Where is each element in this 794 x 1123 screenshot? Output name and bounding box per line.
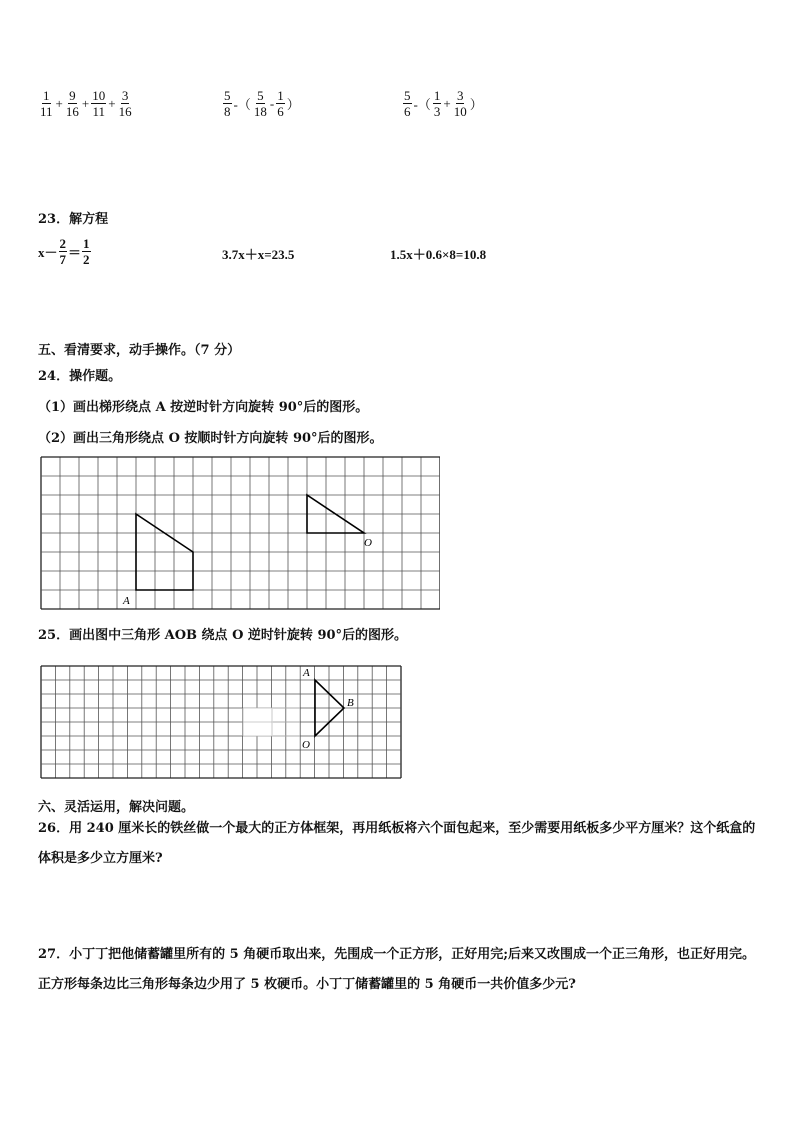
fraction: $\frac{5}{6}$ <box>404 88 411 119</box>
fraction: $\frac{10}{11}$ <box>92 88 106 119</box>
question-24-item-1: （1）画出梯形绕点 A 按逆时针方向旋转 90°后的图形。 <box>38 400 369 415</box>
fraction: $\frac{3}{16}$ <box>118 88 132 119</box>
calc-expression-3: $\frac{5}{6}$ -（ $\frac{1}{3}$ + $\frac{3}{10}$ ） <box>404 88 483 119</box>
fraction: $\frac{5}{18}$ <box>253 88 267 119</box>
equation-2: 3.7x＋x=23.5 <box>222 247 295 262</box>
point-o-label: O <box>364 537 372 549</box>
point-o-label: O <box>302 739 310 751</box>
equation-1: x－ $\frac{2}{7}$ ＝ $\frac{1}{2}$ <box>38 236 90 267</box>
hidden-cells-overlay <box>243 708 300 736</box>
fraction: $\frac{1}{2}$ <box>83 236 90 267</box>
section-5-heading: 五、看清要求，动手操作。（7 分） <box>38 343 241 358</box>
question-24-title: 24．操作题。 <box>38 369 122 384</box>
fraction: $\frac{1}{3}$ <box>433 88 441 119</box>
point-b-label: B <box>347 697 354 709</box>
question-25-title: 25．画出图中三角形 AOB 绕点 O 逆时针旋转 90°后的图形。 <box>38 628 408 643</box>
grid-diagram-25 <box>40 660 404 782</box>
question-24-item-2: （2）画出三角形绕点 O 按顺时针方向旋转 90°后的图形。 <box>38 431 383 446</box>
section-6-heading: 六、灵活运用，解决问题。 <box>38 800 195 815</box>
question-27: 27．小丁丁把他储蓄罐里所有的 5 角硬币取出来，先围成一个正方形，正好用完;后来又改围成一个正三角形，也正好用完。正方形每条边比三角形每条边少用了 5 枚硬币。小丁丁储蓄罐里的 5 角硬币一共价值多少元? <box>38 947 755 992</box>
equation-3: 1.5x＋0.6×8=10.8 <box>390 247 487 262</box>
fraction: $\frac{5}{8}$ <box>224 88 231 119</box>
point-a-label: A <box>123 595 130 607</box>
grid-diagram-24 <box>40 456 440 610</box>
calc-expression-2: $\frac{5}{8}$ -（ $\frac{5}{18}$ - $\frac{1}{6}$ ） <box>224 88 300 119</box>
fraction: $\frac{3}{10}$ <box>453 88 467 119</box>
question-23-title: 23．解方程 <box>38 212 109 227</box>
grid-lines <box>41 666 401 778</box>
question-26: 26．用 240 厘米长的铁丝做一个最大的正方体框架，再用纸板将六个面包起来，至少需要用纸板多少平方厘米？这个纸盒的体积是多少立方厘米? <box>38 821 756 866</box>
calc-expression-1: $\frac{1}{11}$ + $\frac{9}{16}$ + $\frac{10}{11}$ + $\frac{3}{16}$ <box>40 88 132 119</box>
point-a-label: A <box>303 667 310 679</box>
grid-lines <box>41 457 440 609</box>
fraction: $\frac{1}{6}$ <box>277 88 284 119</box>
fraction: $\frac{1}{11}$ <box>40 88 53 119</box>
fraction: $\frac{2}{7}$ <box>59 236 67 267</box>
fraction: $\frac{9}{16}$ <box>65 88 79 119</box>
